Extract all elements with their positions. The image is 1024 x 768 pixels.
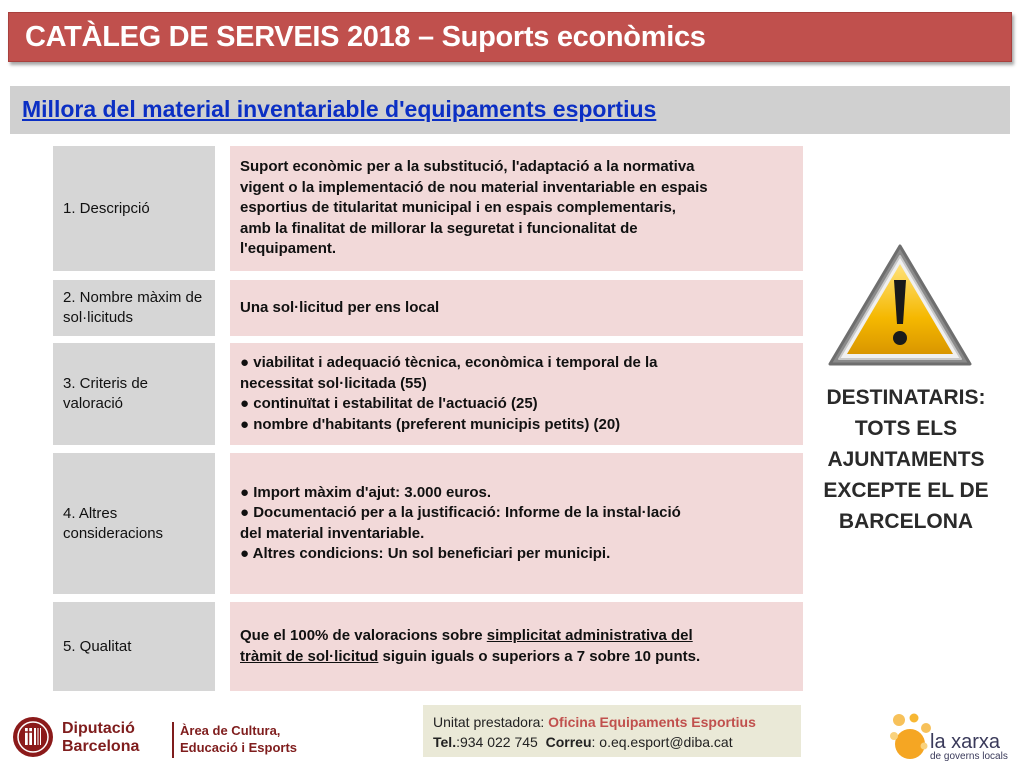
xarxa-logo: [888, 708, 1016, 764]
recipients-notice: [808, 382, 1004, 537]
area-name: [180, 722, 297, 756]
section-label: 3. Criteris de valoració: [53, 343, 215, 445]
warning-triangle-icon: [825, 240, 975, 372]
section-label: 5. Qualitat: [53, 602, 215, 691]
content-line: ● viabilitat i adequació tècnica, econòmica i temporal de la: [240, 354, 658, 371]
recipients-line: TOTS ELS: [854, 417, 958, 440]
quality-highlight: simplicitat administrativa del: [486, 627, 693, 644]
content-line: Una sol·licitud per ens local: [240, 298, 440, 316]
section-label: 1. Descripció: [53, 146, 215, 271]
mail-label: Correu: [545, 734, 592, 750]
xarxa-sub: de governs locals: [930, 751, 1008, 762]
tel-value[interactable]: :934 022 745: [456, 734, 538, 750]
mail-value[interactable]: : o.eq.esport@diba.cat: [591, 734, 733, 750]
quality-highlight: tràmit de sol·licitud: [240, 647, 379, 665]
diputacio-name: [62, 720, 139, 756]
content-line: del material inventariable.: [240, 524, 425, 542]
diputacio-seal-icon: [12, 716, 54, 758]
unit-line: [433, 712, 791, 732]
service-title-link[interactable]: Millora del material inventariable d'equipaments esportius: [22, 96, 657, 122]
content-line: ● Import màxim d'ajut: 3.000 euros.: [240, 483, 492, 501]
logo-separator: [172, 722, 174, 758]
section-row-other: [53, 453, 803, 594]
xarxa-main: la xarxa: [930, 731, 1001, 753]
content-line: l'equipament.: [240, 240, 337, 258]
area-line: Àrea de Cultura,: [180, 723, 281, 738]
section-content: [230, 280, 803, 336]
content-line: ● nombre d'habitants (preferent municipis petits) (20): [240, 415, 621, 433]
content-line: vigent o la implementació de nou material inventariable en espais: [240, 178, 708, 196]
unit-label: Unitat prestadora:: [433, 714, 549, 730]
content-line: ● Altres condicions: Un sol beneficiari per municipi.: [240, 545, 611, 562]
content-line: ● continuïtat i estabilitat de l'actuació (25): [240, 395, 538, 412]
content-line: [240, 647, 700, 668]
recipients-line: AJUNTAMENTS: [827, 448, 985, 471]
contact-box: [423, 705, 801, 757]
section-label: 4. Altres consideracions: [53, 453, 215, 594]
recipients-line: BARCELONA: [838, 510, 974, 533]
content-line: Suport econòmic per a la substitució, l'adaptació a la normativa: [240, 158, 695, 176]
section-label: 2. Nombre màxim de sol·licituds: [53, 280, 215, 336]
section-content: [230, 453, 803, 594]
header-banner: [8, 12, 1012, 62]
content-line: amb la finalitat de millorar la seguretat i funcionalitat de: [240, 219, 638, 237]
content-line: [240, 626, 700, 647]
section-content: [230, 146, 803, 271]
tel-label: Tel.: [433, 734, 457, 750]
contact-line: [433, 732, 791, 752]
section-row-quality: [53, 602, 803, 691]
diputacio-logo: [12, 714, 312, 762]
page-title: CATÀLEG DE SERVEIS 2018 – Suports econòmics: [25, 21, 706, 53]
area-line: Educació i Esports: [180, 740, 298, 755]
service-title-bar: [10, 86, 1010, 134]
content-line: necessitat sol·licitada (55): [240, 374, 427, 392]
recipients-line: DESTINATARIS:: [826, 386, 986, 409]
section-row-criteria: [53, 343, 803, 445]
section-content: [230, 343, 803, 445]
diputacio-line: Barcelona: [62, 738, 140, 755]
quality-text: siguin iguals o superiors a 7 sobre 10 punts.: [378, 647, 701, 665]
section-row-description: [53, 146, 803, 271]
section-content: [230, 602, 803, 691]
quality-text: Que el 100% de valoracions sobre: [240, 627, 487, 644]
recipients-line: EXCEPTE EL DE: [823, 479, 989, 502]
section-row-max-requests: [53, 280, 803, 336]
unit-name: Oficina Equipaments Esportius: [548, 714, 756, 730]
content-line: ● Documentació per a la justificació: Informe de la instal·lació: [240, 504, 681, 521]
xarxa-circles-icon: [888, 708, 932, 764]
content-line: esportius de titularitat municipal i en espais complementaris,: [240, 199, 676, 217]
diputacio-line: Diputació: [62, 720, 135, 737]
